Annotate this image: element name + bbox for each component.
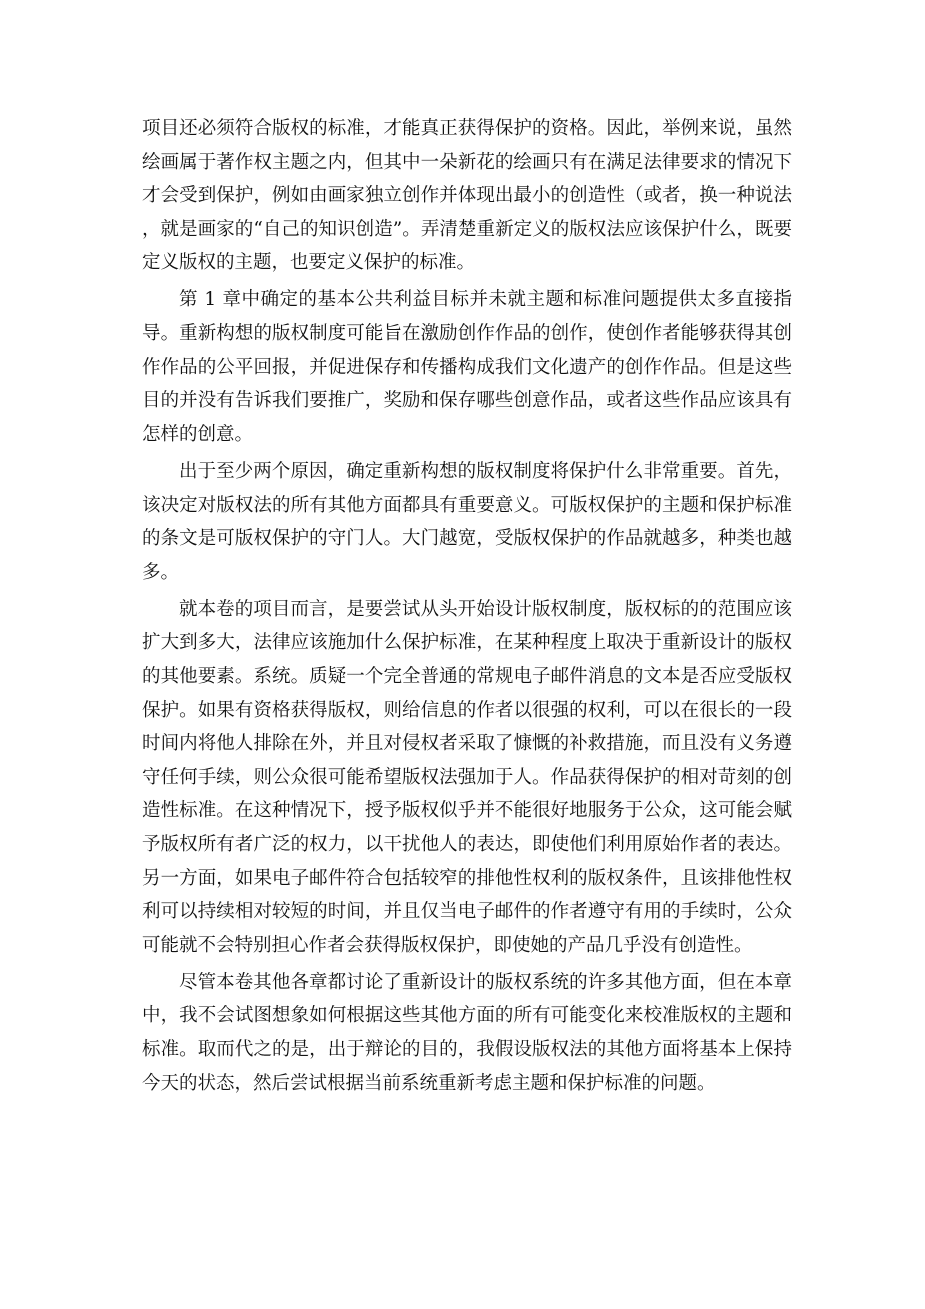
paragraph-2: 第 1 章中确定的基本公共利益目标并未就主题和标准问题提供太多直接指导。重新构想的版权制度可能旨在激励创作作品的创作，使创作者能够获得其创作作品的公平回报，并促进保存和传播构成我们文化遗产的创作作品。但是这些目的并没有告诉我们要推广，奖励和保存哪些创意作品，或者这些作品应该具有怎样的创意。 (142, 289, 792, 445)
paragraph-5: 尽管本卷其他各章都讨论了重新设计的版权系统的许多其他方面，但在本章中，我不会试图想象如何根据这些其他方面的所有可能变化来校准版权的主题和标准。取而代之的是，出于辩论的目的，我假设版权法的其他方面将基本上保持今天的状态，然后尝试根据当前系统重新考虑主题和保护标准的问题。 (142, 971, 792, 1094)
paragraph-3: 出于至少两个原因，确定重新构想的版权制度将保护什么非常重要。首先，该决定对版权法的所有其他方面都具有重要意义。可版权保护的主题和保护标准的条文是可版权保护的守门人。大门越宽，受版权保护的作品就越多，种类也越多。 (142, 460, 792, 583)
paragraph-4: 就本卷的项目而言，是要尝试从头开始设计版权制度，版权标的的范围应该扩大到多大，法律应该施加什么保护标准，在某种程度上取决于重新设计的版权的其他要素。系统。质疑一个完全普通的常规电子邮件消息的文本是否应受版权保护。如果有资格获得版权，则给信息的作者以很强的权利，可以在很长的一段时间内将他人排除在外，并且对侵权者采取了慷慨的补救措施，而且没有义务遵守任何手续，则公众很可能希望版权法强加于人。作品获得保护的相对苛刻的创造性标准。在这种情况下，授予版权似乎并不能很好地服务于公众，这可能会赋予版权所有者广泛的权力，以干扰他人的表达，即使他们利用原始作者的表达。另一方面，如果电子邮件符合包括较窄的排他性权利的版权条件，且该排他性权利可以持续相对较短的时间，并且仅当电子邮件的作者遵守有用的手续时，公众可能就不会特别担心作者会获得版权保护，即使她的产品几乎没有创造性。 (142, 598, 792, 956)
paragraph-1: 项目还必须符合版权的标准，才能真正获得保护的资格。因此，举例来说，虽然绘画属于著作权主题之内，但其中一朵新花的绘画只有在满足法律要求的情况下才会受到保护，例如由画家独立创作并体现出最小的创造性（或者，换一种说法，就是画家的“自己的知识创造”。弄清楚重新定义的版权法应该保护什么，既要定义版权的主题，也要定义保护的标准。 (142, 118, 792, 274)
body-text (142, 112, 792, 1104)
